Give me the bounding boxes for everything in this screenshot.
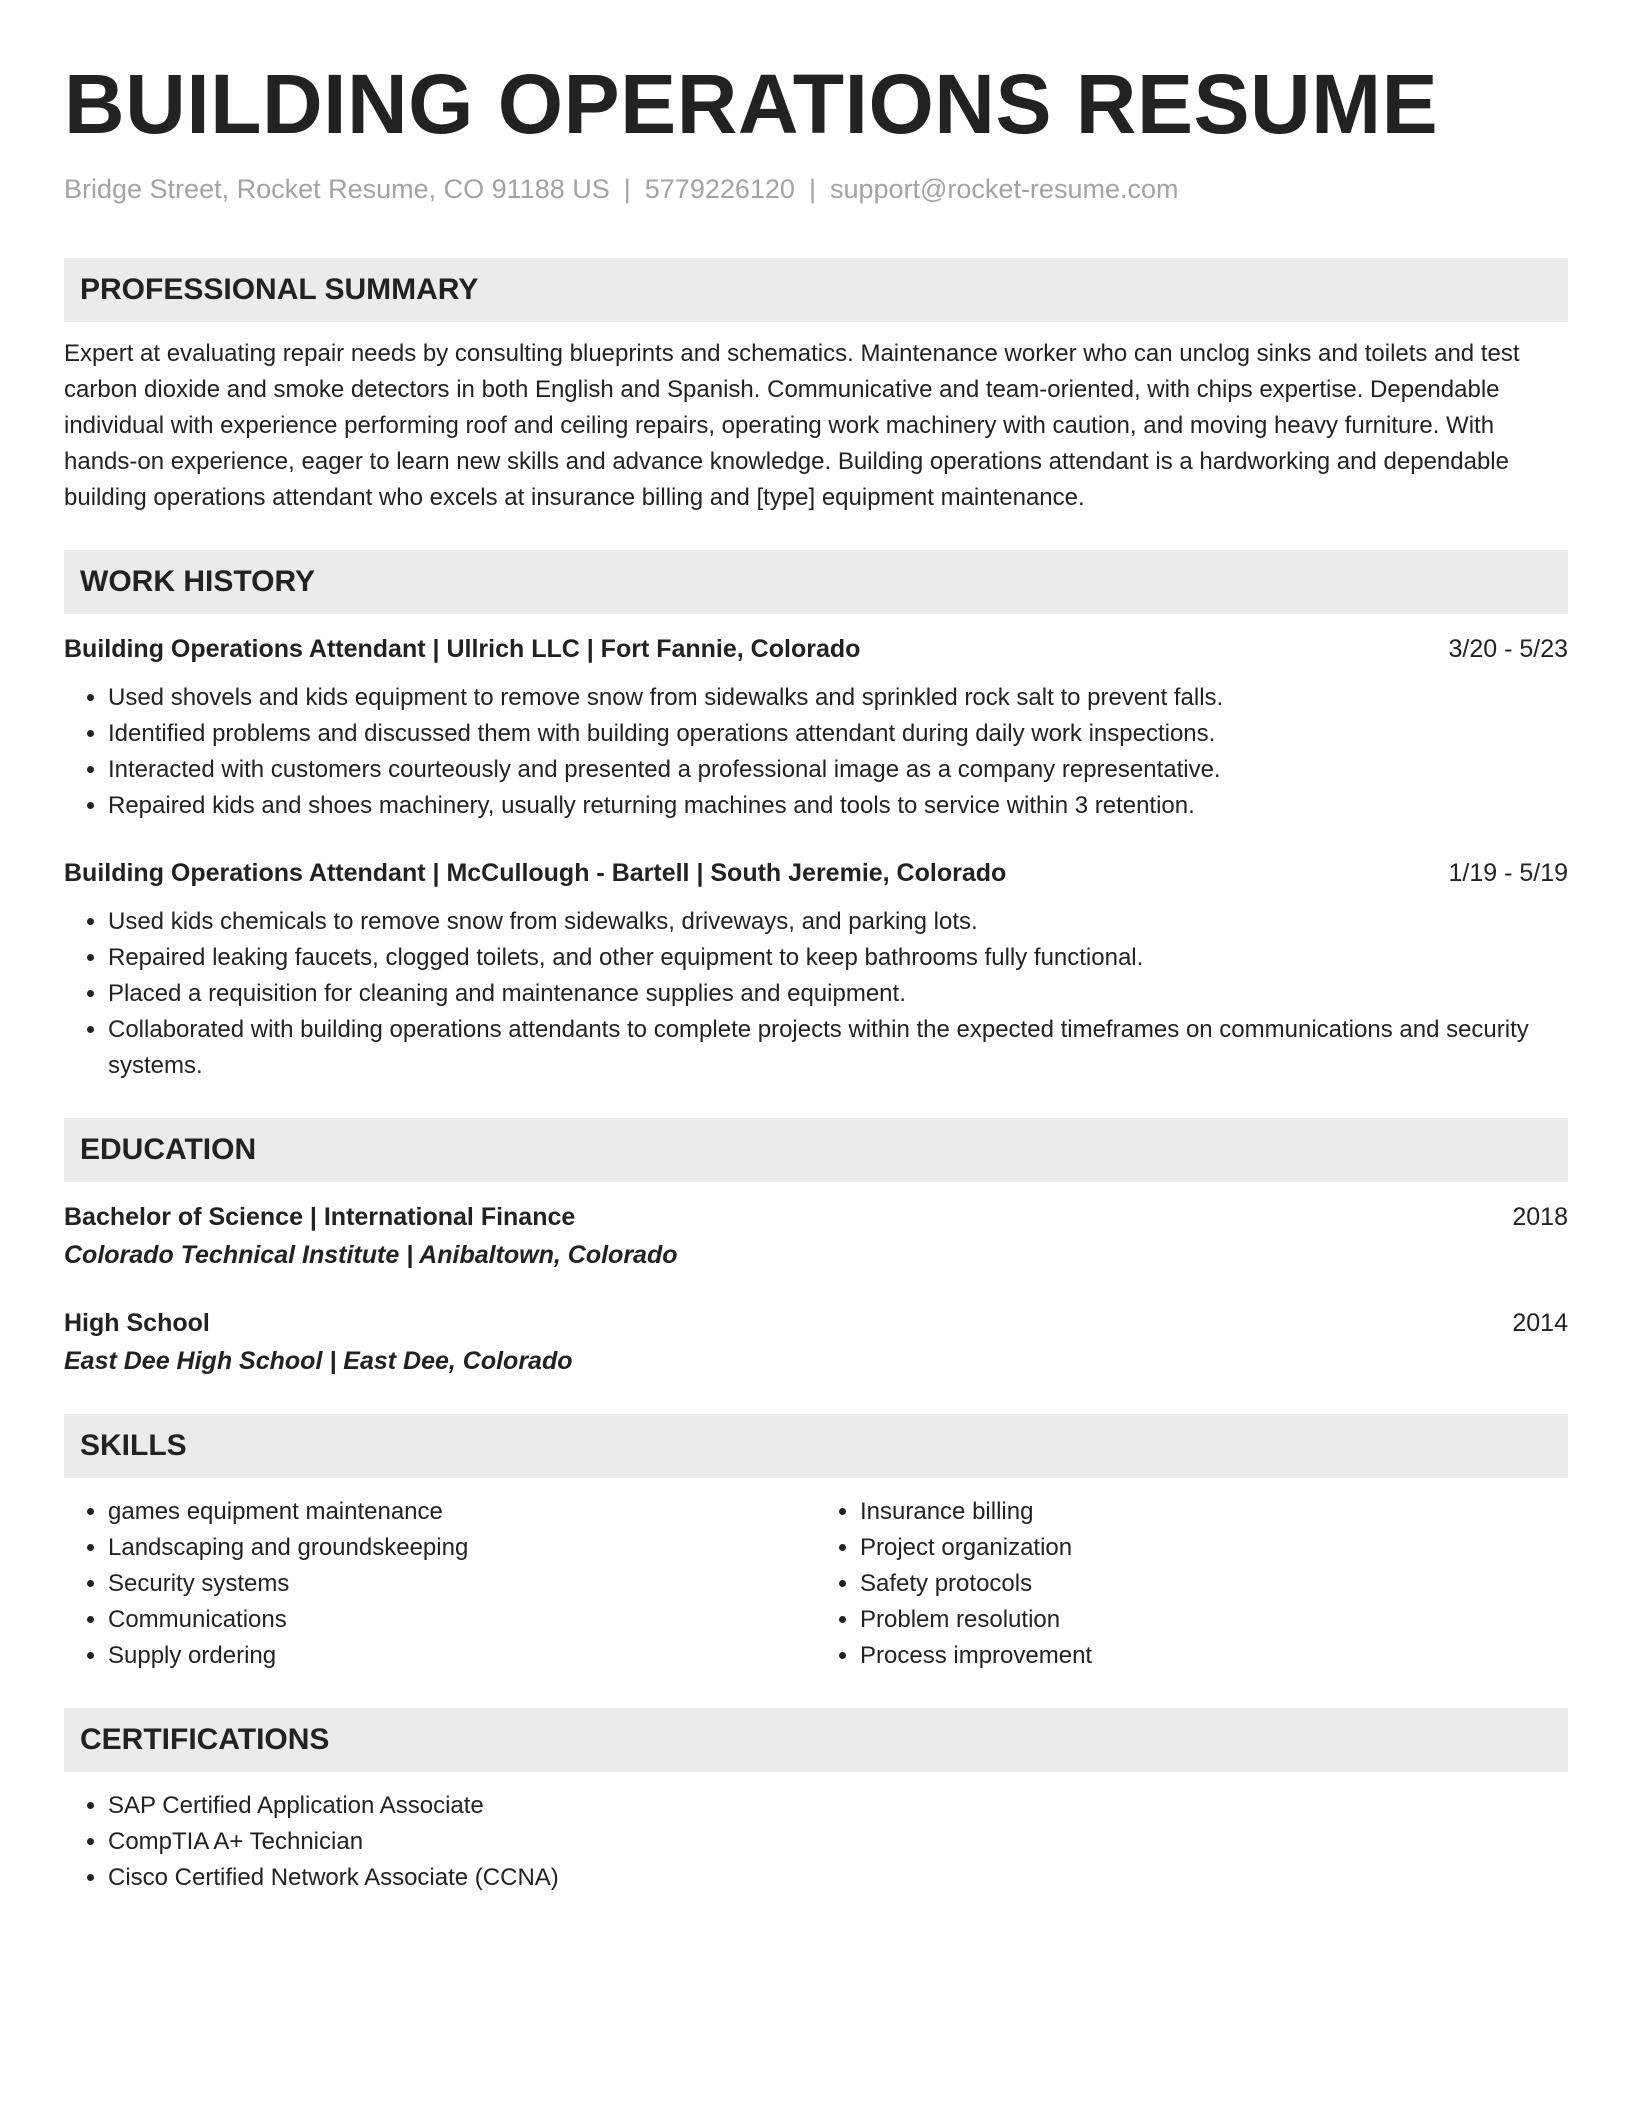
section-heading-summary: PROFESSIONAL SUMMARY xyxy=(64,258,1568,322)
list-item: • Used kids chemicals to remove snow from sidewalks, driveways, and parking lots. xyxy=(108,904,1568,940)
section-heading-education: EDUCATION xyxy=(64,1118,1568,1182)
skill-item: • Communications xyxy=(108,1602,816,1638)
skills-columns xyxy=(64,1478,1568,1674)
certification-item: • SAP Certified Application Associate xyxy=(108,1788,1568,1824)
education-school: Colorado Technical Institute | Anibaltown, Colorado xyxy=(64,1241,678,1269)
list-item: • Placed a requisition for cleaning and maintenance supplies and equipment. xyxy=(108,976,1568,1012)
education-school: East Dee High School | East Dee, Colorado xyxy=(64,1347,573,1375)
certifications-block xyxy=(64,1788,1568,1896)
certification-item: • Cisco Certified Network Associate (CCNA) xyxy=(108,1860,1568,1896)
skill-item: • Project organization xyxy=(860,1530,1568,1566)
list-item: • Interacted with customers courteously and presented a professional image as a company representative. xyxy=(108,752,1568,788)
list-item: • Identified problems and discussed them with building operations attendant during daily work inspections. xyxy=(108,716,1568,752)
skill-item: • Landscaping and groundskeeping xyxy=(108,1530,816,1566)
education-degree: Bachelor of Science | International Finance xyxy=(64,1203,576,1231)
job-bullets xyxy=(64,904,1568,1084)
contact-address: Bridge Street, Rocket Resume, CO 91188 US xyxy=(64,174,610,204)
skill-item: • Process improvement xyxy=(860,1638,1568,1674)
job-dates: 1/19 - 5/19 xyxy=(1448,859,1568,887)
page-title: BUILDING OPERATIONS RESUME xyxy=(64,57,1439,151)
section-heading-certifications: CERTIFICATIONS xyxy=(64,1708,1568,1772)
list-item: • Collaborated with building operations attendants to complete projects within the expected timeframes on communications and security systems. xyxy=(108,1012,1568,1084)
list-item: • Repaired kids and shoes machinery, usually returning machines and tools to service within 3 retention. xyxy=(108,788,1568,824)
section-heading-work-history: WORK HISTORY xyxy=(64,550,1568,614)
job-header xyxy=(64,856,1568,890)
education-degree: High School xyxy=(64,1309,210,1337)
section-heading-skills: SKILLS xyxy=(64,1414,1568,1478)
education-year: 2014 xyxy=(1512,1309,1568,1337)
skill-item: • games equipment maintenance xyxy=(108,1494,816,1530)
list-item: • Used shovels and kids equipment to remove snow from sidewalks and sprinkled rock salt to prevent falls. xyxy=(108,680,1568,716)
certifications-list xyxy=(64,1788,1568,1896)
skill-item: • Security systems xyxy=(108,1566,816,1602)
skills-list-left xyxy=(64,1494,816,1674)
contact-line xyxy=(64,172,1568,206)
education-year: 2018 xyxy=(1512,1203,1568,1231)
education-entry xyxy=(64,1200,1568,1272)
skill-item: • Problem resolution xyxy=(860,1602,1568,1638)
job-title: Building Operations Attendant | McCullough - Bartell | South Jeremie, Colorado xyxy=(64,859,1007,887)
summary-text: Expert at evaluating repair needs by consulting blueprints and schematics. Maintenance worker who can unclog sinks and toilets and test carbon dioxide and smoke detectors in both English and Spanish. Communicative and team-oriented, with chips expertise. Dependable individual with experience performing roof and ceiling repairs, operating work machinery with caution, and moving heavy furniture. With hands-on experience, eager to learn new skills and advance knowledge. Building operations attendant is a hardworking and dependable building operations attendant who excels at insurance billing and [type] equipment maintenance. xyxy=(64,340,1520,511)
job-dates: 3/20 - 5/23 xyxy=(1448,635,1568,663)
resume-page xyxy=(64,0,1568,1896)
skill-item: • Insurance billing xyxy=(860,1494,1568,1530)
job-title: Building Operations Attendant | Ullrich LLC | Fort Fannie, Colorado xyxy=(64,635,861,663)
skill-item: • Supply ordering xyxy=(108,1638,816,1674)
job-header xyxy=(64,632,1568,666)
contact-phone: 5779226120 xyxy=(644,174,795,204)
skills-list-right xyxy=(816,1494,1568,1674)
list-item: • Repaired leaking faucets, clogged toilets, and other equipment to keep bathrooms fully functional. xyxy=(108,940,1568,976)
contact-separator: | xyxy=(623,174,631,204)
education-entry xyxy=(64,1306,1568,1378)
certification-item: • CompTIA A+ Technician xyxy=(108,1824,1568,1860)
contact-email: support@rocket-resume.com xyxy=(829,174,1179,204)
contact-separator: | xyxy=(808,174,816,204)
skill-item: • Safety protocols xyxy=(860,1566,1568,1602)
job-bullets xyxy=(64,680,1568,824)
